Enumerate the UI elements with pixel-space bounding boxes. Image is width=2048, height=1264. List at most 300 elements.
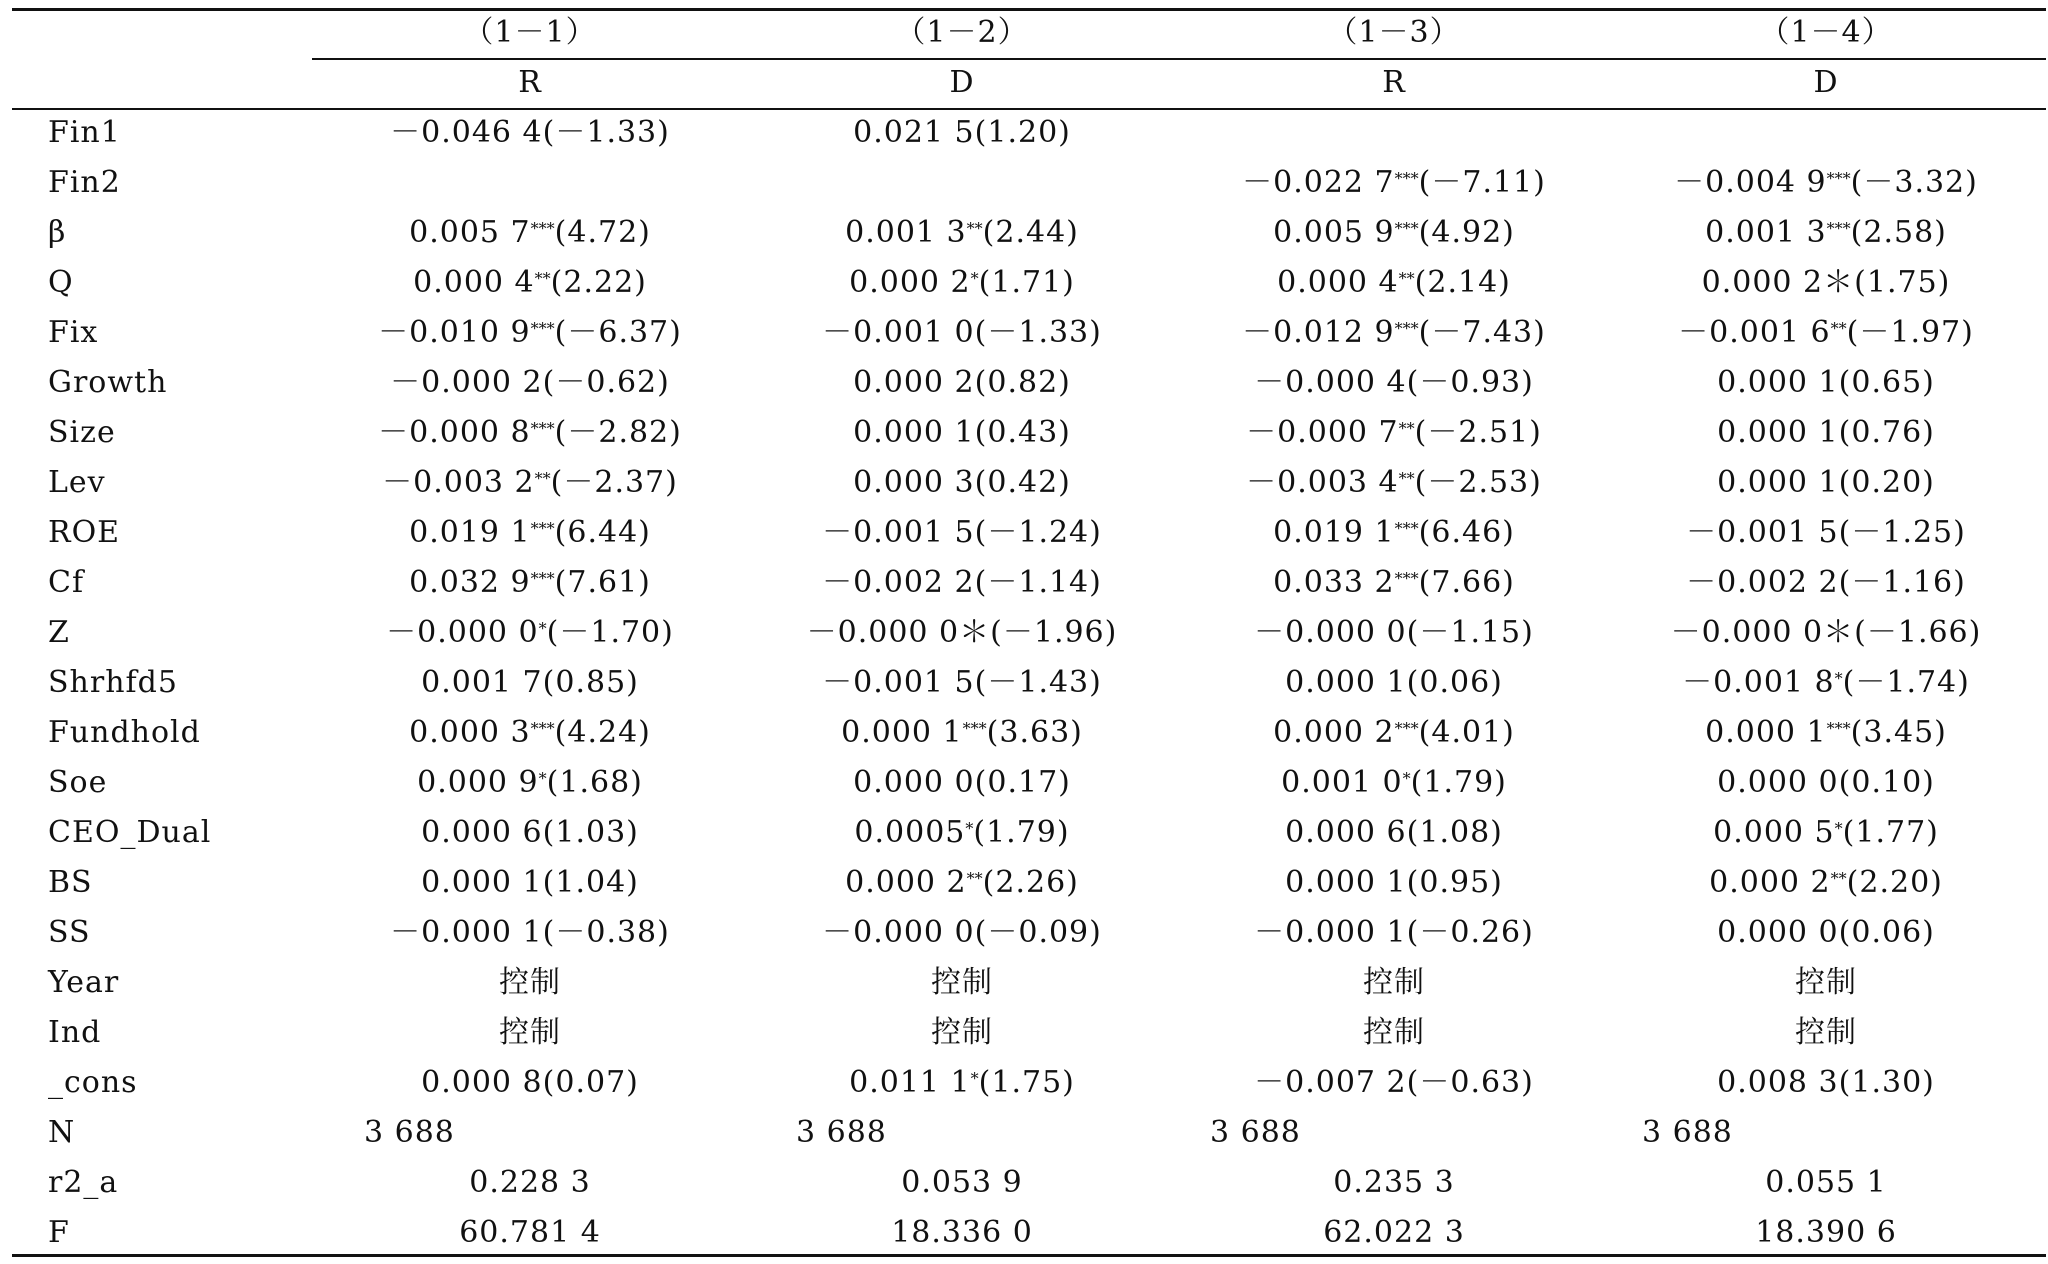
t-statistic: (4.24) (554, 715, 651, 750)
table-cell (1254, 614, 1534, 652)
table-cell (1717, 414, 1935, 452)
significance-stars: ** (534, 269, 551, 288)
table-cell (853, 114, 1071, 152)
table-cell (1717, 1064, 1935, 1102)
coefficient-value: －0.001 5 (1686, 515, 1839, 550)
t-statistic: (－0.93) (1406, 365, 1534, 400)
t-statistic: (－1.15) (1406, 615, 1534, 650)
t-statistic: (－7.43) (1418, 315, 1546, 350)
coefficient-value: 0.000 2 (853, 365, 975, 400)
coefficient-value: 0.019 1 (409, 515, 531, 550)
table-cell (1323, 1214, 1465, 1252)
coefficient-value: 0.000 9 (417, 765, 539, 800)
table-cell (891, 1214, 1033, 1252)
t-statistic: (7.66) (1418, 565, 1515, 600)
t-statistic: (3.45) (1850, 715, 1947, 750)
table-cell (1363, 964, 1425, 1002)
t-statistic: (1.30) (1838, 1065, 1935, 1100)
table-cell (845, 214, 1079, 252)
coefficient-value: －0.000 7 (1246, 415, 1399, 450)
t-statistic: (－2.51) (1414, 415, 1542, 450)
row-label: Year (48, 965, 120, 1000)
t-statistic: (－0.62) (542, 365, 670, 400)
table-cell (499, 964, 561, 1002)
coefficient-value: －0.012 9 (1242, 315, 1395, 350)
significance-stars: *** (1826, 719, 1851, 738)
t-statistic: (－0.38) (542, 915, 670, 950)
significance-stars: ** (1398, 469, 1415, 488)
table-cell (390, 914, 670, 952)
table-cell (421, 1064, 639, 1102)
significance-stars: * (970, 1069, 979, 1088)
table-cell (1277, 264, 1511, 302)
table-cell (1678, 314, 1974, 352)
significance-stars: ** (966, 219, 983, 238)
table-cell (364, 1114, 455, 1152)
dependent-header-1: R (518, 65, 542, 100)
coefficient-value: 0.001 3 (1705, 215, 1827, 250)
table-cell (382, 464, 678, 502)
row-label: Fix (48, 315, 99, 350)
table-cell (1254, 364, 1534, 402)
coefficient-value: 0.000 1 (1717, 415, 1839, 450)
table-cell (417, 764, 643, 802)
dependent-header-4: D (1813, 65, 1839, 100)
coefficient-value: －0.000 1 (390, 915, 543, 950)
coefficient-value: 0.011 1 (849, 1065, 971, 1100)
table-cell (1273, 214, 1515, 252)
table-cell (931, 1014, 993, 1052)
coefficient-value: 0.008 3 (1717, 1065, 1839, 1100)
significance-stars: * (538, 769, 547, 788)
coefficient-value: －0.000 0 (1254, 615, 1407, 650)
coefficient-value: －0.002 2 (1686, 565, 1839, 600)
t-statistic: (0.76) (1838, 415, 1935, 450)
t-statistic: (－1.43) (974, 665, 1102, 700)
coefficient-value: 控制 (931, 965, 993, 1000)
coefficient-value: －0.004 9 (1674, 165, 1827, 200)
coefficient-value: 0.000 4 (1277, 265, 1399, 300)
row-label: Fundhold (48, 715, 201, 750)
t-statistic: (1.75) (1854, 265, 1951, 300)
significance-stars: *** (530, 519, 555, 538)
coefficient-value: －0.003 4 (1246, 465, 1399, 500)
table-cell (1717, 464, 1935, 502)
coefficient-value: 0.000 5 (1713, 815, 1835, 850)
table-cell (1682, 664, 1970, 702)
table-cell (1254, 914, 1534, 952)
coefficient-value: 0.032 9 (409, 565, 531, 600)
row-label: β (48, 215, 67, 250)
significance-stars: *** (1394, 319, 1419, 338)
t-statistic: (2.26) (982, 865, 1079, 900)
coefficient-value: －0.046 4 (390, 115, 543, 150)
t-statistic: (1.04) (542, 865, 639, 900)
model-header-1: （1－1） (463, 15, 597, 50)
t-statistic: (－1.25) (1838, 515, 1966, 550)
significance-stars: *** (1826, 219, 1851, 238)
coefficient-value: 0.001 0 (1281, 765, 1403, 800)
coefficient-value: 3 688 (364, 1115, 455, 1150)
table-cell (1702, 264, 1951, 302)
t-statistic: (1.03) (542, 815, 639, 850)
table-cell (822, 564, 1102, 602)
coefficient-value: 0.000 6 (1285, 815, 1407, 850)
row-label: F (48, 1215, 70, 1250)
coefficient-value: 0.000 3 (409, 715, 531, 750)
coefficient-value: 0.235 3 (1333, 1165, 1455, 1200)
coefficient-value: －0.000 0＊ (1670, 615, 1855, 650)
coefficient-value: －0.002 2 (822, 565, 975, 600)
header-sub-rule (312, 58, 2046, 60)
significance-stars: *** (1394, 719, 1419, 738)
coefficient-value: －0.022 7 (1242, 165, 1395, 200)
bottom-rule (12, 1254, 2046, 1257)
t-statistic: (2.14) (1414, 265, 1511, 300)
t-statistic: (0.17) (974, 765, 1071, 800)
row-label: Size (48, 415, 116, 450)
table-cell (413, 264, 647, 302)
top-rule (12, 8, 2046, 11)
table-cell (421, 814, 639, 852)
t-statistic: (1.71) (978, 265, 1075, 300)
significance-stars: *** (530, 319, 555, 338)
row-label: BS (48, 865, 93, 900)
model-header-2: （1－2） (895, 15, 1029, 50)
table-cell (469, 1164, 591, 1202)
t-statistic: (0.07) (542, 1065, 639, 1100)
t-statistic: (－3.32) (1850, 165, 1978, 200)
table-cell (849, 264, 1075, 302)
t-statistic: (0.82) (974, 365, 1071, 400)
table-cell (845, 864, 1079, 902)
table-cell (1246, 414, 1542, 452)
t-statistic: (－1.74) (1842, 665, 1970, 700)
table-cell (1285, 864, 1503, 902)
row-label: SS (48, 915, 91, 950)
coefficient-value: 控制 (499, 1015, 561, 1050)
coefficient-value: 控制 (1795, 965, 1857, 1000)
coefficient-value: 0.0005 (854, 815, 966, 850)
table-cell (1273, 564, 1515, 602)
table-cell (854, 814, 1069, 852)
row-label: Z (48, 615, 70, 650)
coefficient-value: 0.001 3 (845, 215, 967, 250)
coefficient-value: 3 688 (1642, 1115, 1733, 1150)
coefficient-value: 0.000 2＊ (1701, 265, 1855, 300)
table-cell (409, 714, 651, 752)
significance-stars: * (965, 819, 974, 838)
table-cell (1765, 1164, 1887, 1202)
header-bottom-rule (12, 108, 2046, 110)
significance-stars: *** (1394, 569, 1419, 588)
table-cell (499, 1014, 561, 1052)
table-cell (1273, 514, 1515, 552)
coefficient-value: 0.000 2 (1709, 865, 1831, 900)
table-cell (409, 214, 651, 252)
coefficient-value: －0.000 0 (386, 615, 539, 650)
coefficient-value: 60.781 4 (459, 1215, 601, 1250)
row-label: Ind (48, 1015, 102, 1050)
coefficient-value: 18.390 6 (1755, 1215, 1897, 1250)
coefficient-value: 0.000 1 (1705, 715, 1827, 750)
t-statistic: (0.06) (1406, 665, 1503, 700)
coefficient-value: －0.000 1 (1254, 915, 1407, 950)
significance-stars: *** (1394, 169, 1419, 188)
t-statistic: (0.06) (1838, 915, 1935, 950)
t-statistic: (0.95) (1406, 865, 1503, 900)
coefficient-value: 3 688 (1210, 1115, 1301, 1150)
table-cell (390, 114, 670, 152)
t-statistic: (－1.96) (990, 615, 1118, 650)
t-statistic: (－1.33) (974, 315, 1102, 350)
t-statistic: (1.77) (1842, 815, 1939, 850)
significance-stars: *** (530, 419, 555, 438)
row-label: r2_a (48, 1165, 119, 1200)
t-statistic: (1.68) (546, 765, 643, 800)
coefficient-value: －0.001 5 (822, 665, 975, 700)
row-label: Fin2 (48, 165, 121, 200)
table-cell (1242, 314, 1546, 352)
table-cell (849, 1064, 1075, 1102)
table-cell (1795, 1014, 1857, 1052)
coefficient-value: 0.005 7 (409, 215, 531, 250)
row-label: ROE (48, 515, 121, 550)
table-cell (1705, 714, 1947, 752)
coefficient-value: －0.007 2 (1254, 1065, 1407, 1100)
table-cell (1717, 764, 1935, 802)
significance-stars: * (970, 269, 979, 288)
row-label: N (48, 1115, 76, 1150)
dependent-header-3: R (1382, 65, 1406, 100)
table-cell (822, 664, 1102, 702)
model-header-3: （1－3） (1327, 15, 1461, 50)
table-cell (1333, 1164, 1455, 1202)
table-cell (1671, 614, 1982, 652)
coefficient-value: 0.005 9 (1273, 215, 1395, 250)
t-statistic: (1.75) (978, 1065, 1075, 1100)
row-label: Fin1 (48, 115, 121, 150)
table-cell (1285, 664, 1503, 702)
significance-stars: *** (530, 719, 555, 738)
coefficient-value: 0.000 1 (853, 415, 975, 450)
table-cell (1281, 764, 1507, 802)
coefficient-value: 0.000 2 (1273, 715, 1395, 750)
t-statistic: (－6.37) (554, 315, 682, 350)
table-cell (421, 864, 639, 902)
row-label: CEO_Dual (48, 815, 212, 850)
t-statistic: (7.61) (554, 565, 651, 600)
significance-stars: *** (962, 719, 987, 738)
coefficient-value: －0.001 8 (1682, 665, 1835, 700)
t-statistic: (－1.97) (1846, 315, 1974, 350)
t-statistic: (4.72) (554, 215, 651, 250)
t-statistic: (－1.24) (974, 515, 1102, 550)
coefficient-value: 0.000 3 (853, 465, 975, 500)
coefficient-value: 控制 (499, 965, 561, 1000)
significance-stars: ** (966, 869, 983, 888)
coefficient-value: 0.021 5 (853, 115, 975, 150)
coefficient-value: －0.000 4 (1254, 365, 1407, 400)
table-cell (822, 914, 1102, 952)
coefficient-value: 0.000 1 (1717, 465, 1839, 500)
coefficient-value: 0.033 2 (1273, 565, 1395, 600)
coefficient-value: 18.336 0 (891, 1215, 1033, 1250)
row-label: Soe (48, 765, 108, 800)
t-statistic: (1.79) (973, 815, 1070, 850)
table-cell (1709, 864, 1943, 902)
t-statistic: (－2.82) (554, 415, 682, 450)
coefficient-value: 0.000 6 (421, 815, 543, 850)
table-cell (807, 614, 1118, 652)
t-statistic: (－2.53) (1414, 465, 1542, 500)
t-statistic: (0.65) (1838, 365, 1935, 400)
t-statistic: (1.08) (1406, 815, 1503, 850)
coefficient-value: 0.000 1 (841, 715, 963, 750)
significance-stars: ** (1398, 419, 1415, 438)
table-cell (796, 1114, 887, 1152)
coefficient-value: 0.053 9 (901, 1165, 1023, 1200)
coefficient-value: 62.022 3 (1323, 1215, 1465, 1250)
table-cell (1674, 164, 1978, 202)
coefficient-value: －0.000 8 (378, 415, 531, 450)
table-cell (1795, 964, 1857, 1002)
t-statistic: (2.44) (982, 215, 1079, 250)
table-cell (1242, 164, 1546, 202)
table-cell (931, 964, 993, 1002)
t-statistic: (－0.63) (1406, 1065, 1534, 1100)
coefficient-value: 0.000 1 (1285, 865, 1407, 900)
table-cell (822, 314, 1102, 352)
t-statistic: (1.20) (974, 115, 1071, 150)
table-cell (1642, 1114, 1733, 1152)
coefficient-value: 0.000 2 (849, 265, 971, 300)
table-cell (386, 614, 674, 652)
t-statistic: (－1.33) (542, 115, 670, 150)
table-cell (1755, 1214, 1897, 1252)
table-cell (853, 464, 1071, 502)
significance-stars: * (1402, 769, 1411, 788)
significance-stars: *** (1394, 219, 1419, 238)
significance-stars: *** (530, 569, 555, 588)
coefficient-value: 0.000 0 (853, 765, 975, 800)
significance-stars: * (1834, 819, 1843, 838)
table-cell (1363, 1014, 1425, 1052)
t-statistic: (0.42) (974, 465, 1071, 500)
coefficient-value: 0.001 7 (421, 665, 543, 700)
coefficient-value: 0.000 2 (845, 865, 967, 900)
coefficient-value: 0.000 1 (1717, 365, 1839, 400)
coefficient-value: 0.228 3 (469, 1165, 591, 1200)
table-cell (901, 1164, 1023, 1202)
coefficient-value: －0.003 2 (382, 465, 535, 500)
table-cell (1717, 364, 1935, 402)
coefficient-value: －0.000 0 (822, 915, 975, 950)
significance-stars: *** (1394, 519, 1419, 538)
significance-stars: ** (534, 469, 551, 488)
table-cell (1285, 814, 1503, 852)
table-cell (853, 764, 1071, 802)
t-statistic: (－1.14) (974, 565, 1102, 600)
table-cell (409, 514, 651, 552)
coefficient-value: 0.055 1 (1765, 1165, 1887, 1200)
coefficient-value: －0.000 0＊ (806, 615, 991, 650)
table-cell (421, 664, 639, 702)
coefficient-value: －0.010 9 (378, 315, 531, 350)
significance-stars: *** (530, 219, 555, 238)
coefficient-value: 控制 (1363, 965, 1425, 1000)
table-cell (378, 314, 682, 352)
t-statistic: (－2.37) (550, 465, 678, 500)
significance-stars: ** (1398, 269, 1415, 288)
table-cell (1246, 464, 1542, 502)
t-statistic: (3.63) (986, 715, 1083, 750)
table-cell (1254, 1064, 1534, 1102)
coefficient-value: －0.000 2 (390, 365, 543, 400)
table-cell (1210, 1114, 1301, 1152)
t-statistic: (0.43) (974, 415, 1071, 450)
table-cell (378, 414, 682, 452)
t-statistic: (0.10) (1838, 765, 1935, 800)
coefficient-value: －0.001 0 (822, 315, 975, 350)
model-header-4: （1－4） (1759, 15, 1893, 50)
t-statistic: (2.22) (550, 265, 647, 300)
table-cell (822, 514, 1102, 552)
row-label: _cons (48, 1065, 138, 1100)
significance-stars: ** (1830, 869, 1847, 888)
t-statistic: (6.44) (554, 515, 651, 550)
coefficient-value: 3 688 (796, 1115, 887, 1150)
t-statistic: (2.20) (1846, 865, 1943, 900)
table-cell (1717, 914, 1935, 952)
coefficient-value: 0.000 4 (413, 265, 535, 300)
row-label: Lev (48, 465, 106, 500)
t-statistic: (6.46) (1418, 515, 1515, 550)
t-statistic: (－1.66) (1854, 615, 1982, 650)
significance-stars: ** (1830, 319, 1847, 338)
dependent-header-2: D (949, 65, 975, 100)
row-label: Q (48, 265, 74, 300)
table-cell (841, 714, 1083, 752)
coefficient-value: －0.001 5 (822, 515, 975, 550)
t-statistic: (0.85) (542, 665, 639, 700)
t-statistic: (－0.09) (974, 915, 1102, 950)
t-statistic: (－7.11) (1418, 165, 1546, 200)
coefficient-value: 0.000 1 (421, 865, 543, 900)
row-label: Shrhfd5 (48, 665, 178, 700)
table-cell (409, 564, 651, 602)
coefficient-value: 控制 (1363, 1015, 1425, 1050)
coefficient-value: 控制 (1795, 1015, 1857, 1050)
t-statistic: (－1.16) (1838, 565, 1966, 600)
coefficient-value: －0.001 6 (1678, 315, 1831, 350)
t-statistic: (4.92) (1418, 215, 1515, 250)
t-statistic: (0.20) (1838, 465, 1935, 500)
t-statistic: (4.01) (1418, 715, 1515, 750)
t-statistic: (－0.26) (1406, 915, 1534, 950)
table-cell (459, 1214, 601, 1252)
t-statistic: (1.79) (1410, 765, 1507, 800)
significance-stars: *** (1826, 169, 1851, 188)
coefficient-value: 0.000 0 (1717, 765, 1839, 800)
coefficient-value: 0.000 0 (1717, 915, 1839, 950)
table-cell (1686, 564, 1966, 602)
table-cell (853, 414, 1071, 452)
coefficient-value: 0.019 1 (1273, 515, 1395, 550)
table-cell (390, 364, 670, 402)
t-statistic: (－1.70) (546, 615, 674, 650)
coefficient-value: 控制 (931, 1015, 993, 1050)
